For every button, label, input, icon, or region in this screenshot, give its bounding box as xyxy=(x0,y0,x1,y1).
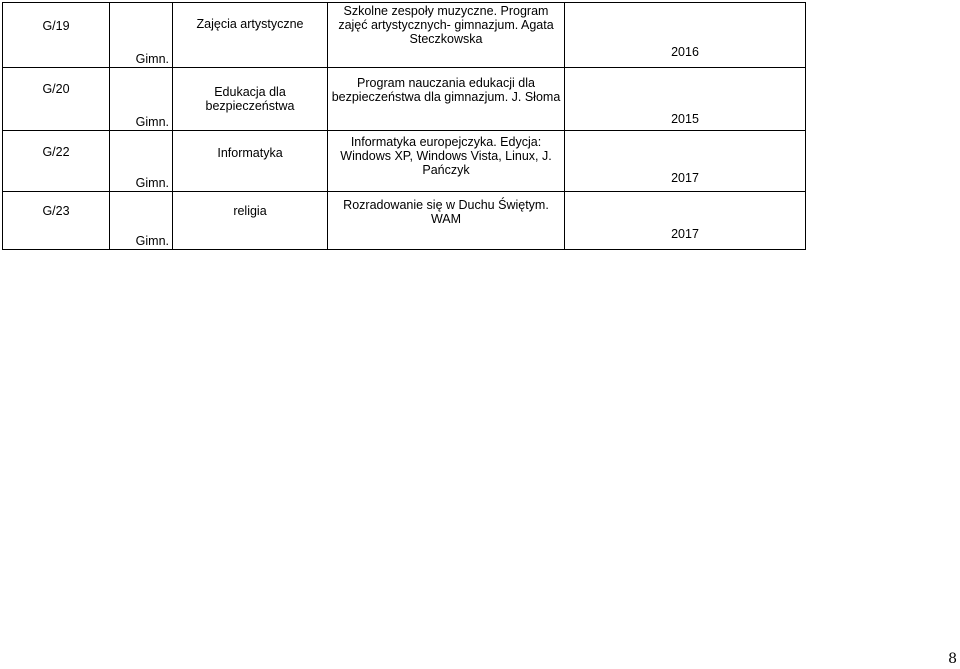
program-description: Rozradowanie się w Duchu Świętym. WAM xyxy=(328,192,565,250)
table-row xyxy=(3,192,806,250)
school-type: Gimn. xyxy=(110,68,173,131)
program-description: Program nauczania edukacji dla bezpieczeństwa dla gimnazjum. J. Słoma xyxy=(328,68,565,131)
program-description: Informatyka europejczyka. Edycja: Windows XP, Windows Vista, Linux, J. Pańczyk xyxy=(328,131,565,192)
program-symbol: G/19 xyxy=(3,3,110,68)
table-row xyxy=(3,3,806,68)
subject-name: Zajęcia artystyczne xyxy=(173,3,328,68)
table-row xyxy=(3,68,806,131)
program-description: Szkolne zespoły muzyczne. Program zajęć artystycznych- gimnazjum. Agata Steczkowska xyxy=(328,3,565,68)
program-year: 2017 xyxy=(565,192,806,250)
school-type: Gimn. xyxy=(110,192,173,250)
program-year: 2017 xyxy=(565,131,806,192)
program-symbol: G/23 xyxy=(3,192,110,250)
subject-name: religia xyxy=(173,192,328,250)
program-year: 2016 xyxy=(565,3,806,68)
school-type: Gimn. xyxy=(110,131,173,192)
program-symbol: G/22 xyxy=(3,131,110,192)
subject-name: Edukacja dla bezpieczeństwa xyxy=(173,68,328,131)
subject-name: Informatyka xyxy=(173,131,328,192)
table-row xyxy=(3,131,806,192)
page-number: 8 xyxy=(948,651,957,667)
program-table xyxy=(2,2,806,250)
program-symbol: G/20 xyxy=(3,68,110,131)
school-type: Gimn. xyxy=(110,3,173,68)
program-year: 2015 xyxy=(565,68,806,131)
